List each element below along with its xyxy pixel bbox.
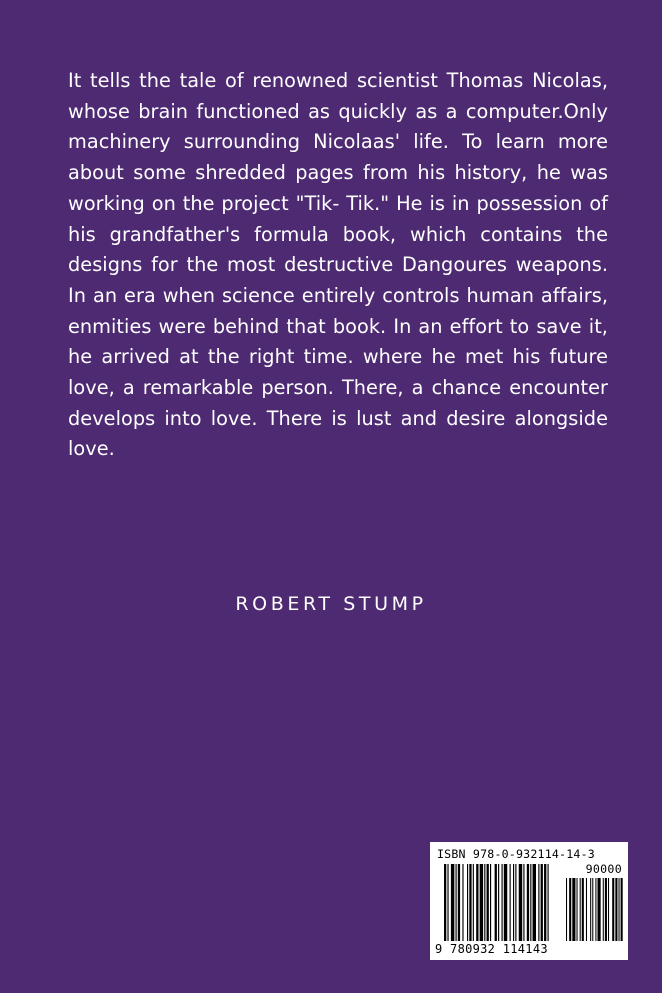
barcode-bar (480, 864, 483, 941)
barcode-bar (538, 864, 539, 941)
barcode-addon-bar (621, 878, 623, 941)
barcode-bar (527, 864, 529, 941)
barcode-bar (515, 864, 516, 941)
barcode-addon-bar (580, 878, 581, 941)
barcode-bar (490, 864, 491, 941)
barcode-bar (469, 864, 471, 941)
barcode-addon-bar (612, 878, 614, 941)
barcode-addon-bar (582, 878, 584, 941)
barcode-bar (476, 864, 478, 941)
barcode-bar (544, 864, 546, 941)
barcode-bar (504, 864, 507, 941)
barcode-bar (530, 864, 531, 941)
barcode-bar (548, 864, 549, 941)
barcode-bar (495, 864, 497, 941)
back-cover-blurb: It tells the tale of renowned scientist Thomas Nicolas, whose brain functioned as quickly as a computer.Only machinery surrounding Nicolaas' life. To learn more about some shredded pages from his history, he was working on the project "Tik- Tik." He is in possession of his grandfather's formula book, which contains the designs for the most destructive Dangoures weapons. In an era when science entirely controls human affairs, enmities were behind that book. In an effort to save it, he arrived at the right time. where he met his future love, a remarkable person. There, a chance encounter develops into love. There is lust and desire alongside love. (68, 69, 608, 461)
barcode-addon-bar (586, 878, 587, 941)
barcode-addon-bar (615, 878, 617, 941)
barcode-bar (444, 864, 446, 941)
barcode-addon-bar (566, 878, 567, 941)
barcode-addon-bar (619, 878, 620, 941)
barcode-addon-bar (598, 878, 601, 941)
author-name: ROBERT STUMP (235, 593, 427, 615)
isbn-barcode (430, 842, 628, 960)
barcode-addon-bar (577, 878, 578, 941)
barcode-bar (456, 864, 457, 941)
barcode-bar (451, 864, 454, 941)
barcode-bar (510, 864, 511, 941)
barcode-bar (533, 864, 536, 941)
barcode-bar (473, 864, 474, 941)
barcode-bar (487, 864, 489, 941)
barcode-addon-bar (569, 878, 571, 941)
barcode-addon-bar (595, 878, 596, 941)
barcode-addon-bar (592, 878, 593, 941)
barcode-bar (519, 864, 522, 941)
barcode-bar (467, 864, 468, 941)
barcode-bar (462, 864, 463, 941)
barcode-bar (447, 864, 448, 941)
price-code: 90000 (585, 862, 622, 876)
barcode-bar (498, 864, 499, 941)
barcode-bar (458, 864, 460, 941)
barcode-bar (502, 864, 503, 941)
barcode-addon-bar (590, 878, 591, 941)
barcode-bar (541, 864, 543, 941)
barcode-bar (513, 864, 514, 941)
barcode-addon-bar (608, 878, 609, 941)
barcode-bar (484, 864, 485, 941)
barcode-addon-bar (605, 878, 607, 941)
isbn-label: ISBN 978-0-932114-14-3 (437, 847, 595, 861)
barcode-bar (523, 864, 524, 941)
barcode-addon-bar (603, 878, 604, 941)
ean-digits: 9 780932 114143 (435, 942, 548, 956)
barcode-addon-bar (572, 878, 575, 941)
